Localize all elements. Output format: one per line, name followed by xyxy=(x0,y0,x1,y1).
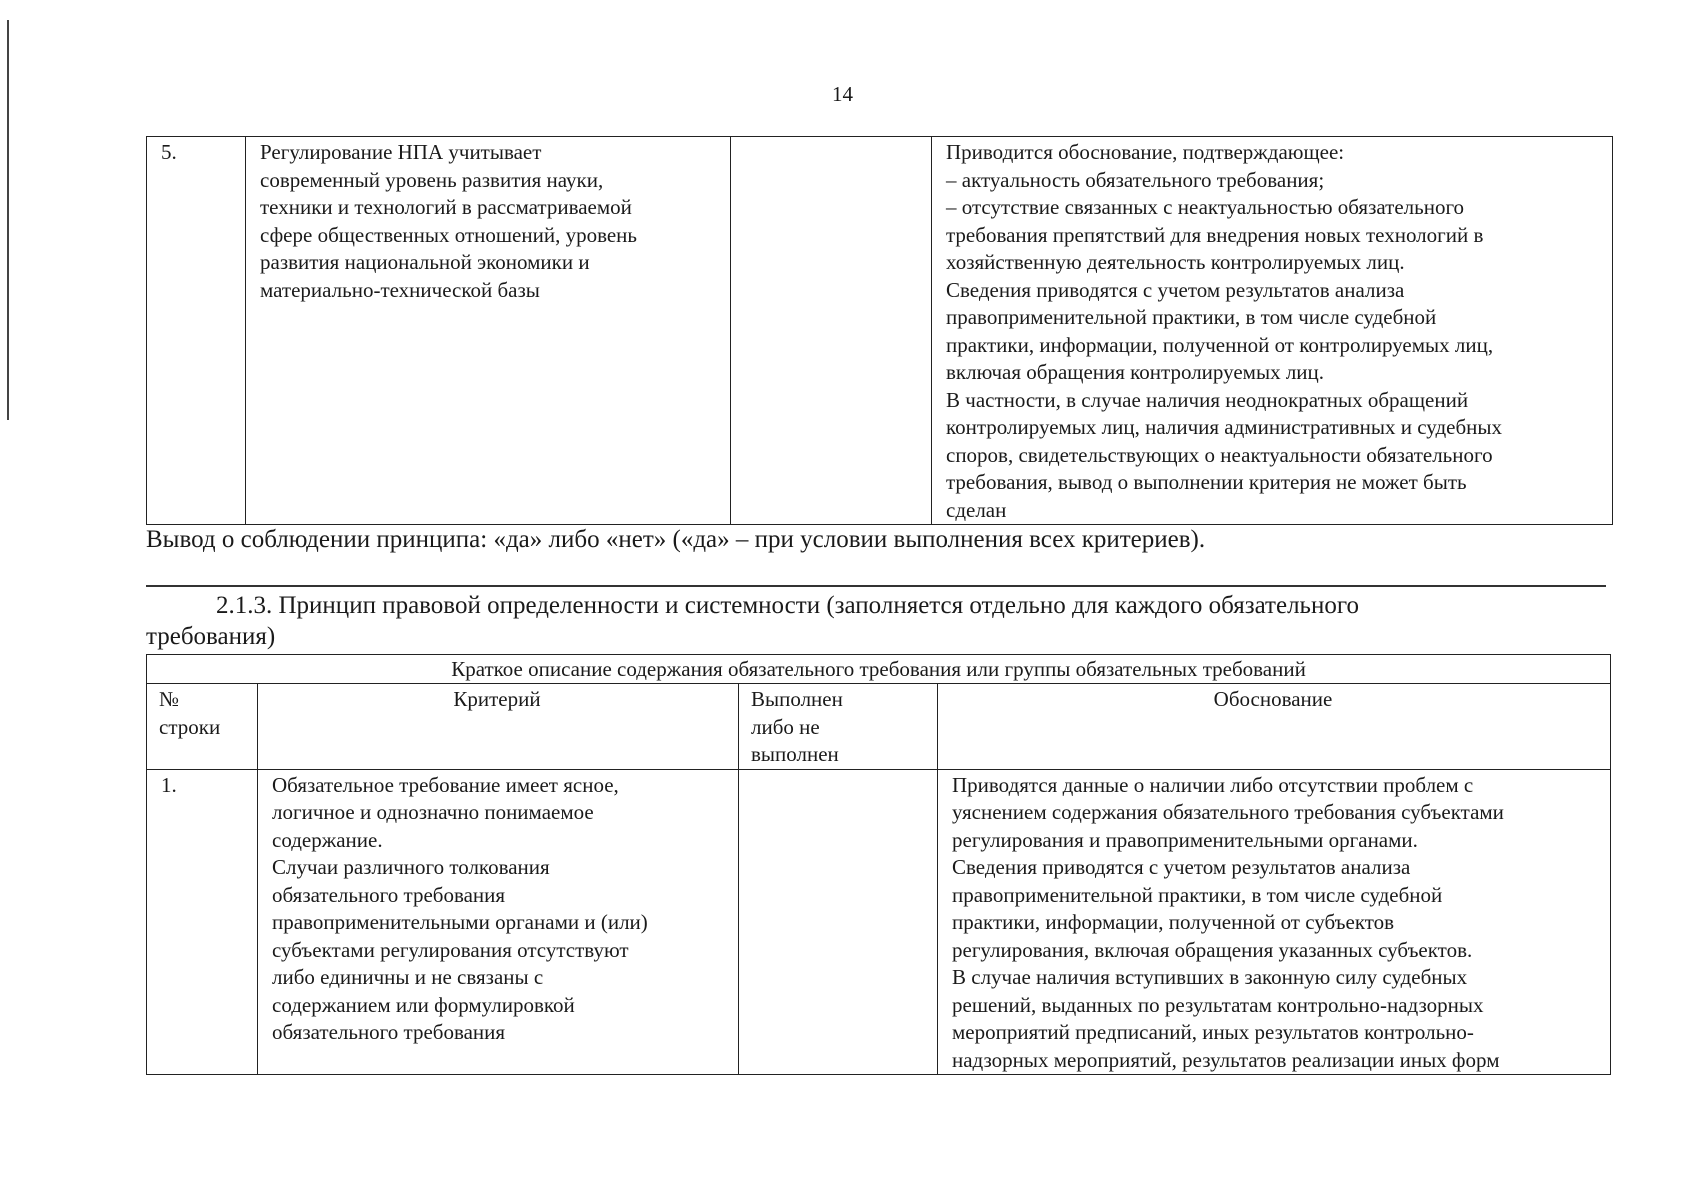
criterion-line: правоприменительными органами и (или) xyxy=(272,910,648,934)
justification-line: Приводится обоснование, подтверждающее: xyxy=(946,140,1345,164)
binding-edge-line xyxy=(7,20,9,420)
criterion-line: материально-технической базы xyxy=(260,277,540,302)
criterion-line: Случаи различного толкования xyxy=(272,855,550,879)
legal-certainty-table xyxy=(146,654,1611,1075)
table-caption-row xyxy=(147,655,1611,684)
page-number: 14 xyxy=(832,82,853,106)
header-criterion: Критерий xyxy=(258,684,739,770)
criterion-line: содержанием или формулировкой xyxy=(272,992,575,1017)
table-caption: Краткое описание содержания обязательного требования или группы обязательных требований xyxy=(147,655,1611,684)
header-status-line: либо не xyxy=(751,714,820,739)
section-heading xyxy=(146,590,1616,652)
justification-line: уяснением содержания обязательного требования субъектами xyxy=(952,800,1504,824)
criterion-line: современный уровень развития науки, xyxy=(260,167,604,192)
table-row xyxy=(147,137,1613,525)
justification-line: контролируемых лиц, наличия административных и судебных xyxy=(946,415,1503,439)
justification-cell xyxy=(932,137,1613,525)
criterion-line: субъектами регулирования отсутствуют xyxy=(272,937,629,962)
header-number-line: № xyxy=(159,687,180,711)
justification-line: Приводятся данные о наличии либо отсутствии проблем с xyxy=(952,772,1474,797)
justification-line: – актуальность обязательного требования; xyxy=(946,167,1325,192)
justification-line: регулирования и правоприменительными органами. xyxy=(952,827,1418,852)
section-divider xyxy=(146,585,1606,587)
justification-line: практики, информации, полученной от контролируемых лиц, xyxy=(946,332,1494,357)
criteria-table-continued xyxy=(146,136,1613,525)
criterion-line: либо единичны и не связаны с xyxy=(272,965,544,989)
status-cell xyxy=(731,137,932,525)
justification-line: сделан xyxy=(946,497,1007,522)
justification-line: практики, информации, полученной от субъектов xyxy=(952,910,1395,934)
justification-line: споров, свидетельствующих о неактуальности обязательного xyxy=(946,442,1493,467)
header-justification: Обоснование xyxy=(938,684,1611,770)
criterion-line: обязательного требования xyxy=(272,882,506,907)
row-number: 1. xyxy=(161,772,177,797)
justification-line: решений, выданных по результатам контрольно-надзорных xyxy=(952,992,1484,1017)
justification-line: регулирования, включая обращения указанных субъектов. xyxy=(952,937,1473,962)
criterion-line: содержание. xyxy=(272,827,383,852)
justification-line: требования препятствий для внедрения новых технологий в xyxy=(946,222,1484,247)
criterion-line: техники и технологий в рассматриваемой xyxy=(260,195,632,219)
justification-line: включая обращения контролируемых лиц. xyxy=(946,360,1325,384)
header-status xyxy=(739,684,938,770)
criterion-line: развития национальной экономики и xyxy=(260,250,590,274)
criterion-line: обязательного требования xyxy=(272,1020,506,1044)
criterion-line: логичное и однозначно понимаемое xyxy=(272,800,594,824)
criterion-cell xyxy=(258,769,739,1075)
justification-line: правоприменительной практики, в том числе судебной xyxy=(952,882,1443,907)
row-number-cell xyxy=(147,769,258,1075)
header-status-line: Выполнен xyxy=(751,687,843,711)
justification-line: В частности, в случае наличия неоднократных обращений xyxy=(946,387,1469,412)
justification-line: требования, вывод о выполнении критерия не может быть xyxy=(946,470,1467,494)
table-header-row xyxy=(147,684,1611,770)
header-number xyxy=(147,684,258,770)
justification-line: – отсутствие связанных с неактуальностью обязательного xyxy=(946,195,1465,219)
justification-line: надзорных мероприятий, результатов реализации иных форм xyxy=(952,1047,1500,1072)
row-number-cell xyxy=(147,137,246,525)
header-number-line: строки xyxy=(159,714,221,739)
justification-cell xyxy=(938,769,1611,1075)
section-heading-line: 2.1.3. Принцип правовой определенности и системности (заполняется отдельно для каждого обязательного xyxy=(216,592,1359,619)
criterion-line: Обязательное требование имеет ясное, xyxy=(272,772,619,797)
justification-line: правоприменительной практики, в том числе судебной xyxy=(946,305,1437,329)
criterion-line: сфере общественных отношений, уровень xyxy=(260,222,637,247)
justification-line: Сведения приводятся с учетом результатов анализа xyxy=(952,855,1411,879)
header-status-line: выполнен xyxy=(751,742,839,766)
principle-conclusion: Вывод о соблюдении принципа: «да» либо «нет» («да» – при условии выполнения всех критериев). xyxy=(146,526,1206,553)
justification-line: хозяйственную деятельность контролируемых лиц. xyxy=(946,250,1405,274)
criterion-cell xyxy=(246,137,731,525)
row-number: 5. xyxy=(161,140,177,164)
table-row xyxy=(147,769,1611,1075)
criterion-line: Регулирование НПА учитывает xyxy=(260,140,542,164)
section-heading-line: требования) xyxy=(146,623,276,650)
justification-line: Сведения приводятся с учетом результатов анализа xyxy=(946,277,1405,302)
status-cell xyxy=(739,769,938,1075)
justification-line: мероприятий предписаний, иных результатов контрольно- xyxy=(952,1020,1474,1044)
justification-line: В случае наличия вступивших в законную силу судебных xyxy=(952,965,1468,989)
